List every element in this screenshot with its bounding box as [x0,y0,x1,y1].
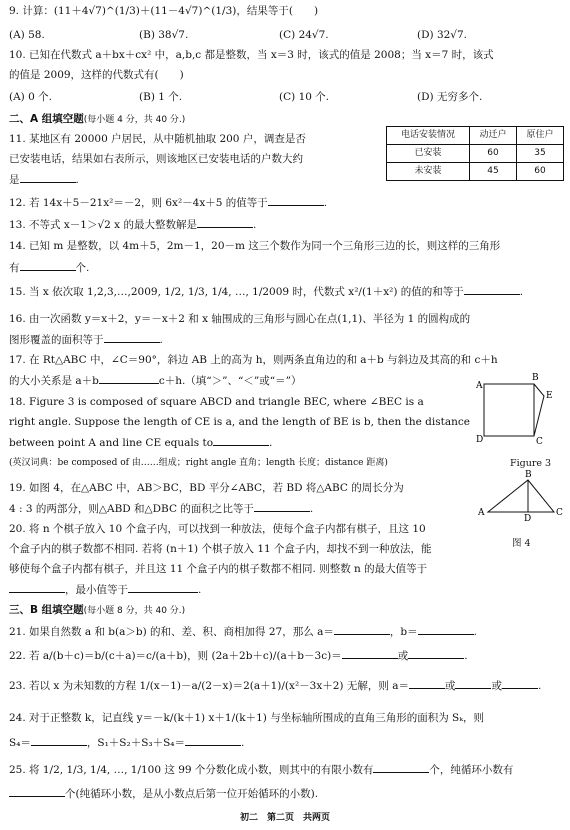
q18-glossary: (英汉词典：be composed of 由……组成；right angle 直角；length 长度；distance 距离) [9,458,388,468]
figure-3-label: C [536,437,543,447]
q18-line2: right angle. Suppose the length of CE is a, and the length of BE is b, then the distance [9,416,470,428]
figure-4-label: D [524,514,532,524]
q24-line1: 24. 对于正整数 k，记直线 y＝－k/(k＋1) x＋1/(k＋1) 与坐标轴所围成的直角三角形的面积为 Sₖ，则 [9,712,485,724]
q21: 21. 如果自然数 a 和 b(a＞b) 的和、差、积、商相加得 27，那么 a＝ ，b＝ . [9,626,477,638]
q17-line1: 17. 在 Rt△ABC 中，∠C＝90°，斜边 AB 上的高为 h，则两条直角边的和 a＋b 与斜边及其高的和 c＋h [9,354,498,366]
q11-line3: 是 . [9,174,79,186]
q14-line1: 14. 已知 m 是整数，以 4m＋5，2m－1，20－m 这三个数作为同一个三角形三边的长，则这样的三角形 [9,240,501,252]
q11-line1: 11. 某地区有 20000 户居民，从中随机抽取 200 户，调查是否 [9,133,306,145]
table-cell: 60 [517,163,564,181]
q20-line1: 20. 将 n 个棋子放入 10 个盒子内，可以找到一种放法，使每个盒子内都有棋子，且这 10 [9,523,426,535]
q25-line2: 个(纯循环小数，是从小数点后第一位开始循环的小数). [9,786,560,801]
q10-line1: 10. 已知在代数式 a＋bx＋cx² 中，a,b,c 都是整数，当 x＝3 时，该式的值是 2008；当 x＝7 时，该式 [9,49,494,61]
q9-option-c: (C) 24√7. [279,29,329,41]
figure-3-label: B [532,373,539,383]
q9-option-a: (A) 58. [9,29,45,41]
q13: 13. 不等式 x－1＞√2 x 的最大整数解是 . [9,219,257,231]
q18-line3: between point A and line CE equals to . [9,437,273,449]
q17-line2: 的大小关系是 a＋b c＋h.（填“＞”、“＜”或“＝”） [9,375,302,387]
section-b-heading: 三、B 组填空题(每小题 8 分，共 40 分.) [9,604,186,616]
q24-line2: S₄＝ ，S₁＋S₂＋S₃＋S₄＝ . [9,737,245,749]
q14-line2: 有 个. [9,262,90,274]
table-row [387,163,564,181]
figure-4-label: C [556,508,563,518]
figure-3-label: D [476,435,484,445]
table-header: 原住户 [517,127,564,145]
figure-4-label: A [478,508,485,518]
table-cell: 45 [470,163,517,181]
figure-3-label: E [546,391,553,401]
q11-line2: 已安装电话，结果如右表所示，则该地区已安装电话的户数大约 [9,153,303,165]
figure-3-caption: Figure 3 [510,458,552,469]
q10-line2: 的值是 2009，这样的代数式有( ) [9,69,184,81]
q9-options [9,28,560,42]
figure-4-label: B [525,470,532,480]
q20-line3: 够使每个盒子内都有棋子，并且这 11 个盒子内的棋子数都不相同. 则整数 n 的最大值等于 [9,563,428,575]
q10-options [9,90,560,104]
table-cell: 35 [517,145,564,163]
table-header: 动迁户 [470,127,517,145]
section-a-heading: 二、A 组填空题(每小题 4 分，共 40 分.) [9,113,186,125]
page-footer: 初二 第二页 共两页 [239,812,330,823]
q9-stem: 9. 计算：(11＋4√7)^(1/3)＋(11－4√7)^(1/3)，结果等于( ) [9,5,319,17]
phone-survey-table [386,126,564,181]
q15: 15. 当 x 依次取 1,2,3,…,2009, 1/2, 1/3, 1/4, …, 1/2009 时，代数式 x²/(1＋x²) 的值的和等于 . [9,286,524,298]
square-abcd [484,384,534,436]
q19-line2: 4 : 3 的两部分，则△ABD 和△DBC 的面积之比等于 . [9,503,314,515]
q18-line1: 18. Figure 3 is composed of square ABCD and triangle BEC, where ∠BEC is a [9,396,424,408]
q10-option-d: (D) 无穷多个. [417,91,483,103]
q9-option-d: (D) 32√7. [417,29,468,41]
table-cell: 60 [470,145,517,163]
q10-option-a: (A) 0 个. [9,91,52,103]
figure-3-diagram [476,373,568,448]
triangle-abc [488,480,554,512]
table-cell: 未安装 [387,163,470,181]
q22: 22. 若 a/(b＋c)＝b/(c＋a)＝c/(a＋b)，则 (2a＋2b＋c)/(a＋b－3c)＝ 或 . [9,650,468,662]
q10-option-c: (C) 10 个. [279,91,330,103]
figure-4-diagram [478,470,564,524]
q9-option-b: (B) 38√7. [139,29,189,41]
q19-line1: 19. 如图 4，在△ABC 中，AB＞BC，BD 平分∠ABC，若 BD 将△ABC 的周长分为 [9,482,404,494]
q16-line1: 16. 由一次函数 y＝x＋2，y＝－x＋2 和 x 轴围成的三角形与圆心在点(1,1)、半径为 1 的圆构成的 [9,313,471,325]
table-header: 电话安装情况 [387,127,470,145]
q16-line2: 图形覆盖的面积等于 . [9,334,163,346]
table-row [387,145,564,163]
q20-line4: ，最小值等于 . [9,582,560,597]
table-cell: 已安装 [387,145,470,163]
figure-3-label: A [476,381,483,391]
triangle-bec [534,384,544,436]
figure-4-caption: 图 4 [512,538,531,549]
q23: 23. 若以 x 为未知数的方程 1/(x－1)－a/(2－x)＝2(a＋1)/(x²－3x＋2) 无解，则 a＝ 或 或 . [9,680,542,692]
q25-line1: 25. 将 1/2, 1/3, 1/4, …, 1/100 这 99 个分数化成小数，则其中的有限小数有 个，纯循环小数有 [9,764,514,776]
q12: 12. 若 14x＋5－21x²＝－2，则 6x²－4x＋5 的值等于 . [9,197,328,209]
q10-option-b: (B) 1 个. [139,91,183,103]
q20-line2: 个盒子内的棋子数都不相同. 若将 (n＋1) 个棋子放入 11 个盒子内，却找不到一种放法，能 [9,543,432,555]
